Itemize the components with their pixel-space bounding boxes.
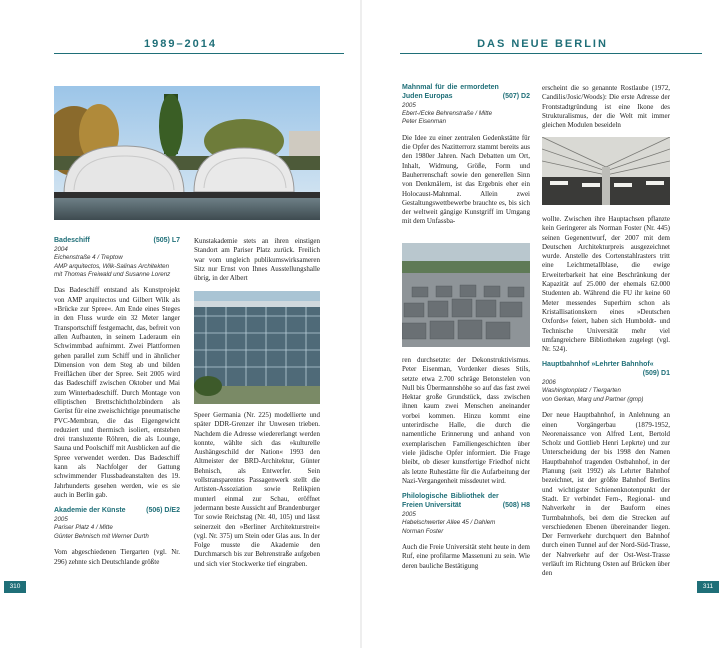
header-rule-right [400, 53, 702, 54]
entry-meta-mahnmal: 2005 Ebert-/Ecke Behrenstraße / Mitte Peter Eisenman [402, 101, 493, 126]
left-column-1 [54, 237, 180, 567]
right-column-2-top: erscheint die so genannte Rostlaube (1972, Candilis/Josic/Woods): Die erste Adresse der Frontstadtgründung ist eine Ikone des Strukturalismus, der die Welt mit immer gleichen Modulen beseideln [542, 84, 670, 130]
right-column-1-top [402, 84, 530, 227]
left-column-2-top: Kunstakademie stets an ihren einstigen Standort am Pariser Platz zurück. Freilich war vom ungleich publikumswirksameren Sitz nur Ernst von Ihnes Ausstellungshalle übrig, in der Albert [194, 237, 320, 283]
running-head-left: 1989–2014 [143, 38, 218, 50]
left-page [0, 0, 361, 648]
entry-title-akademie: Akademie der Künste (506) D/E2 [54, 507, 180, 515]
entry-meta-hauptbahnhof: 2006 Washingtonplatz / Tiergarten von Gerkan, Marg und Partner (gmp) [542, 379, 644, 403]
badeschiff-photo [54, 86, 320, 220]
entry-body-hauptbahnhof: Der neue Hauptbahnhof, in Anlehnung an einen Vorgängerbau (1879-1952, Neorenaissance von Alfred Lent, Bertold Scholz und Gottlieb Henri Lepkrte) und zur Unterscheidung der bis 1998 den Namen Hauptbahnhof tragenden Ostbahnhof, in der Planung (seit 1992) als Lehrter Bahnhof bezeichnet, ist der größte Bahnhof Berlins und wichtigster Schienenknotenpunkt der Stadt. Er verbindet Fern-, Regional- und Nahverkehr in der Bauform eines Turmbahnhofs, bei dem die Strecken auf verschiedenen Ebenen übereinander liegen. Der Fernverkehr durchquert den Bahnhof durch einen Tunnel auf der Nord-Süd-Trasse, der Nahverkehr auf der Ost-West-Trasse verläuft im Richtung Osten auf Brücken über den [542, 411, 670, 578]
right-page [362, 0, 723, 648]
entry-body-badeschiff: Das Badeschiff entstand als Kunstprojekt von AMP arquitectos und Gilbert Wilk als »Brücke zur Spree«. Am Ende eines Steges in den Fluss wurde ein 32 Meter langer Transportschiff festgemacht, das, befreit von allen Aufbauten, in seinem Laderaum ein Schwimmbad aufnimmt. Zwei Plattformen gehen parallel zum Schiff und in ähnlicher Dimension von dem Steg ab und bilden Freiflächen über der Spree. Seit 2005 wird das Badeschiff zwischen Oktober und Mai zum Winterbadeschiff. Durch Montage von elliptischen Brettschichtholzbindern als Gerüst für eine zweischichtige pneumatische PVC-Membran, die das Eigengewicht reduziert und thermisch isoliert, entstehen drei transluzente Röhren, die als Lounge, Sauna und Poolschiff mit Ausblicken auf die Spree verwendet werden. Das Badeschiff kann als Nachfolger der Gattung schwimmender Flussbadeanstalten des 19. Jahrhunderts gesehen werden, wie es sie auch in Berlin gab. [54, 286, 180, 499]
akademie-photo [194, 291, 320, 404]
entry-body-mahnmal-bottom: ren durchsetzte: der Dekonstruktivismus. Peter Eisenman, Vordenker dieses Stils, setzte etwa 2.700 schräge Betonstelen von Null bis Übermannshöhe so auf das fast zwei Hektar große Grundstück, dass zwischen ihnen kaum zwei Menschen aneinander vorbei kommen. Hinzu kommt eine unterirdische Halle, die durch die namentliche Erinnerung und anhand von exemplarischen Familiengeschichten über viele jüdische Opfer informiert. Die Frage bleibt, ob dieser kunstfertige Friedhof nicht als letzte Ruhestätte für die Aufarbeitung der Nazi-Vergangenheit missdeutet wird. [402, 356, 530, 485]
left-column-2-bottom: Speer Germania (Nr. 225) modellierte und später DDR-Grenzer ihr Unwesen trieben. Nachdem die Adresse wiedererlangt werden konnte, wählte sich das »kulturelle Aushängeschild der Nation« 1993 den Altmeister der BRD-Architektur, Günter Behnisch, als Entwerfer. Sein vollstransparentes Passagenwerk stellt die Artisten-Assoziation sowie Relikpien munterl einmal zur Schau, eröffnet jedermann beste Aussicht auf Brandenburger Tor sowie Reichstag (Nr. 40, 105) und lässt seinerzeit den »Berliner Architekturstreit« (vgl. Nr. 375) um Stein oder Glas aus. In der Folge musste die Akademie den Durchmarsch bis zur Behrenstraße aufgeben und sich vier Stockwerke tief eingraben. [194, 411, 320, 568]
page-number-right: 311 [697, 581, 719, 593]
running-head-right: DAS NEUE BERLIN [477, 38, 608, 50]
entry-title-mahnmal: Mahnmal für die ermordeten Juden Europas (507) D2 [402, 84, 530, 100]
mahnmal-photo [402, 243, 530, 347]
entry-body-mahnmal-top: Die Idee zu einer zentralen Gedenkstätte für die Opfer des Nazitterrorz stammt bereits aus den 1980er Jahren. Nach Debatten um Ort, Inhalt, Widmung, Größe, Form und Bauherrenschaft sowie den generellen Sinn von Denkmälern, ist das Ergebnis eher ein Holocaust-Mahnmal. Allein zwei Gestaltungswettbewerbe brauchte es, bis sich der weltweit gängige Kunstgriff im Umgang mit dem Unfassba- [402, 133, 530, 226]
entry-body-akademie: Vom abgeschiedenen Tiergarten (vgl. Nr. 296) zehnte sich Deutschlande größte [54, 548, 180, 566]
entry-title-bibliothek: Philologische Bibliothek der Freien Universität (508) H8 [402, 493, 530, 509]
bibliothek-photo [542, 137, 670, 205]
entry-body-bibliothek: Auch die Freie Universität steht heute in dem Ruf, eine profilarme Massenuni zu sein. Wie deren bauliche Bestätigung [402, 542, 530, 570]
header-rule-left [54, 53, 344, 54]
right-column-2-bottom: wollte. Zwischen ihre Hauptachsen pflanzte kein Geringerer als Norman Foster (Nr. 445) seinen Gegenentwurf, der 2007 mit dem Deutschen Architekturpreis ausgezeichnet wurde. Anstelle des Cortenstahlrasters tritt eine Leichtmetallblase, die ewige Erweiterbarkeit hat eine Beschränkung der Kapazität auf 25.000 der ehemals 62.000 Studenten ab. Während die FU ihr keine 60 Meter messendes Superhirn schon als Kristallisationskern eines »Deutschen Oxfords« feiert, haben sich Humboldt- und Technische Universität mehr viel umfangreichere Bibliotheken zugelegt (vgl. Nr. 524). Hauptbahnhof »Lehrter Bahnhof« (509) D1 2006 Washingtonplatz / Tiergarten von Gerkan, Marg und Partner (gmp) Der neue Hauptbahnhof, in Anlehnung an einen Vorgängerbau (1879-1952, Neorenaissance von Alfred Lent, Bertold Scholz und Gottlieb Henri Lepkrte) und zur Unterscheidung der bis 1998 den Namen Hauptbahnhof tragenden Ostbahnhof, in der Planung (seit 1992) als Lehrter Bahnhof bezeichnet, ist der größte Bahnhof Berlins und wichtigster Schienenknotenpunkt der Stadt. Er verbindet Fern-, Regional- und Nahverkehr in der Bauform eines Turmbahnhofs, bei dem die Strecken auf verschiedenen Ebenen übereinander liegen. Der Fernverkehr durchquert den Bahnhof durch einen Tunnel auf der Nord-Süd-Trasse, der Nahverkehr auf der Ost-West-Trasse verläuft im Richtung Osten auf Brücken über den [542, 215, 670, 578]
entry-meta-bibliothek: 2005 Habelschwerter Allee 45 / Dahlem Norman Foster [402, 510, 496, 535]
entry-meta-badeschiff: 2004 Eichenstraße 4 / Treptow AMP arquitectos, Wilk-Salinas Architekten mit Thomas Freiwald und Susanne Lorenz [54, 245, 171, 279]
entry-title-badeschiff: Badeschiff (505) L7 [54, 237, 180, 244]
entry-meta-akademie: 2005 Pariser Platz 4 / Mitte Günter Behnisch mit Werner Durth [54, 516, 149, 540]
entry-title-hauptbahnhof: Hauptbahnhof »Lehrter Bahnhof« [542, 361, 654, 369]
right-column-1-bottom [402, 356, 530, 571]
page-number-left: 310 [4, 581, 26, 593]
